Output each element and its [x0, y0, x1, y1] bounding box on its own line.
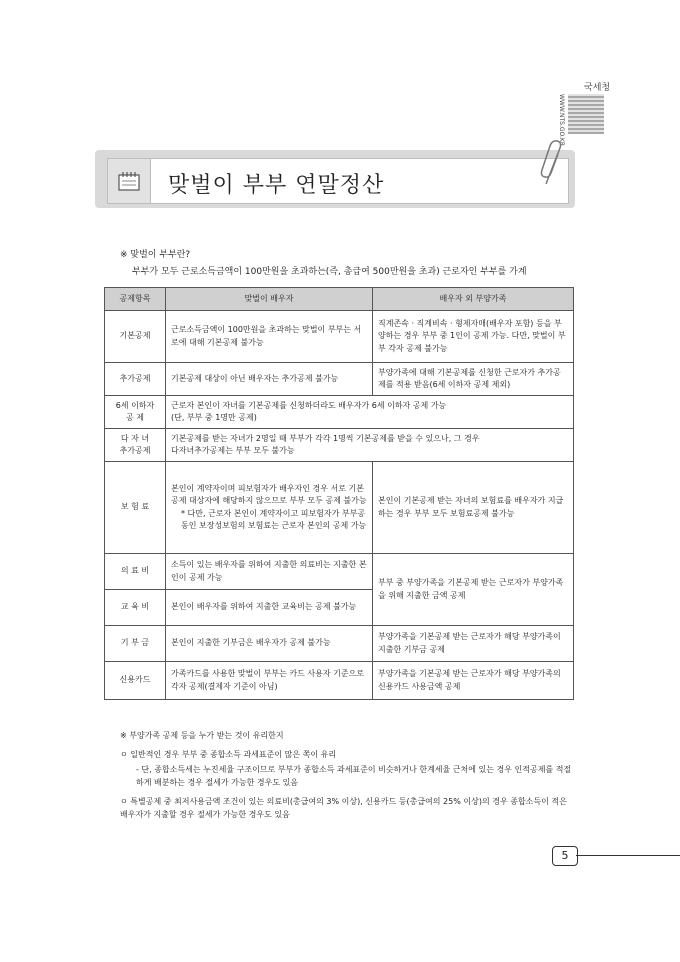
row-family: 부양가족에 대해 기본공제를 신청한 근로자가 추가공제를 적용 받음(6세 이하자 공제 제외) [373, 363, 574, 396]
row-item-line1: 다 자 녀 [120, 433, 150, 443]
row-spouse: 본인이 배우자를 위하여 지출한 교육비는 공제 불가능 [166, 590, 373, 626]
row-item: 신용카드 [105, 662, 166, 700]
row-item-line2: 추가공제 [119, 446, 151, 455]
deduction-table [104, 287, 574, 700]
row-merged-line1: 근로자 본인이 자녀를 기본공제를 신청하더라도 배우자가 6세 이하자 공제 가능 [171, 400, 447, 410]
row-family: 부부 중 부양가족을 기본공제 받는 근로자가 부양가족을 위해 지출한 금액 공제 [373, 554, 574, 626]
row-merged-line2: 다자녀추가공제는 부부 모두 불가능 [171, 446, 295, 455]
row-spouse [166, 462, 373, 554]
question-heading: ※ 맞벌이 부부란? [120, 250, 191, 260]
row-family: 부양가족을 기본공제 받는 근로자가 해당 부양가족이 지출한 기부금 공제 [373, 626, 574, 662]
qr-block [558, 80, 611, 147]
page-title: 맞벌이 부부 연말정산 [168, 173, 385, 198]
page-number: 5 [552, 846, 578, 866]
row-item: 의 료 비 [105, 554, 166, 590]
table-row [105, 662, 574, 700]
row-item [105, 429, 166, 462]
table-row [105, 462, 574, 554]
notepad-icon [118, 171, 140, 191]
note-bullet-2: ㅇ 특별공제 중 최저사용금액 조건이 있는 의료비(총급여의 3% 이상), 신용카드 등(총급여의 25% 이상)의 경우 종합소득이 적은 배우자가 지출할 경우 절세가 가능한 경우도 있음 [120, 797, 567, 819]
qr-url-text: WWW.NTS.GO.KR [558, 94, 565, 147]
row-item-line1: 6세 이하자 [115, 400, 155, 410]
row-item: 기 부 금 [105, 626, 166, 662]
row-spouse: 근로소득금액이 100만원을 초과하는 맞벌이 부부는 서로에 대해 기본공제 불가능 [166, 311, 373, 363]
row-spouse: 본인이 지출한 기부금은 배우자가 공제 불가능 [166, 626, 373, 662]
paperclip-icon [540, 138, 564, 188]
note-bullet-1: ㅇ 일반적인 경우 부부 중 종합소득 과세표준이 많은 쪽이 유리 [120, 750, 337, 759]
row-spouse-note: * 다만, 근로자 본인이 계약자이고 피보험자가 부부공동인 보장성보험의 보험료는 근로자 본인의 공제 가능 [181, 508, 367, 530]
header-item: 공제항목 [105, 288, 166, 311]
table-row [105, 429, 574, 462]
row-item-line2: 공 제 [126, 413, 144, 422]
title-banner [95, 150, 575, 208]
qr-code [568, 94, 604, 134]
row-merged [166, 396, 574, 429]
note-bullet-1-sub: - 단, 종합소득세는 누진세율 구조이므로 부부가 종합소득 과세표준이 비슷하거나 한계세율 근처에 있는 경우 인적공제를 적절하게 배분하는 경우 절세가 가능한 경우도 있음 [136, 765, 572, 787]
row-family: 직계존속 · 직계비속 · 형제자매(배우자 포함) 등을 부양하는 경우 부부 중 1인이 공제 가능. 다만, 맞벌이 부부 각자 공제 불가능 [373, 311, 574, 363]
agency-logo: 국세청 [584, 83, 611, 93]
row-family: 본인이 기본공제 받는 자녀의 보험료를 배우자가 지급하는 경우 부부 모두 보험료공제 불가능 [373, 462, 574, 554]
row-item: 추가공제 [105, 363, 166, 396]
row-item: 교 육 비 [105, 590, 166, 626]
question-answer: 부부가 모두 근로소득금액이 100만원을 초과하는(즉, 총급여 500만원을 초과) 근로자인 부부를 가계 [132, 267, 527, 277]
row-merged [166, 429, 574, 462]
header-spouse: 맞벌이 배우자 [166, 288, 373, 311]
row-item: 보 험 료 [105, 462, 166, 554]
table-row [105, 554, 574, 590]
row-spouse: 기본공제 대상이 아닌 배우자는 추가공제 불가능 [166, 363, 373, 396]
row-item: 기본공제 [105, 311, 166, 363]
row-merged-line2: (단, 부부 중 1명만 공제) [171, 413, 257, 422]
row-spouse: 가족카드를 사용한 맞벌이 부부는 카드 사용자 기준으로 각자 공제(결제자 기준이 아님) [166, 662, 373, 700]
table-row [105, 396, 574, 429]
note-heading: ※ 부양가족 공제 등을 누가 받는 것이 유리한지 [120, 731, 284, 740]
row-spouse: 소득이 있는 배우자를 위하여 지출한 의료비는 지출한 본인이 공제 가능 [166, 554, 373, 590]
row-family: 부양가족을 기본공제 받는 근로자가 해당 부양가족의 신용카드 사용금액 공제 [373, 662, 574, 700]
row-spouse-text: 본인이 계약자이며 피보험자가 배우자인 경우 서로 기본공제 대상자에 해당하지 않으므로 부부 모두 공제 불가능 [171, 483, 367, 506]
header-family: 배우자 외 부양가족 [373, 288, 574, 311]
row-merged-line1: 기본공제를 받는 자녀가 2명일 때 부부가 각각 1명씩 기본공제를 받을 수 있으나, 그 경우 [171, 433, 480, 443]
table-row [105, 626, 574, 662]
table-header-row [105, 288, 574, 311]
page-number-rule [576, 855, 680, 856]
table-row [105, 311, 574, 363]
table-row [105, 363, 574, 396]
row-item [105, 396, 166, 429]
